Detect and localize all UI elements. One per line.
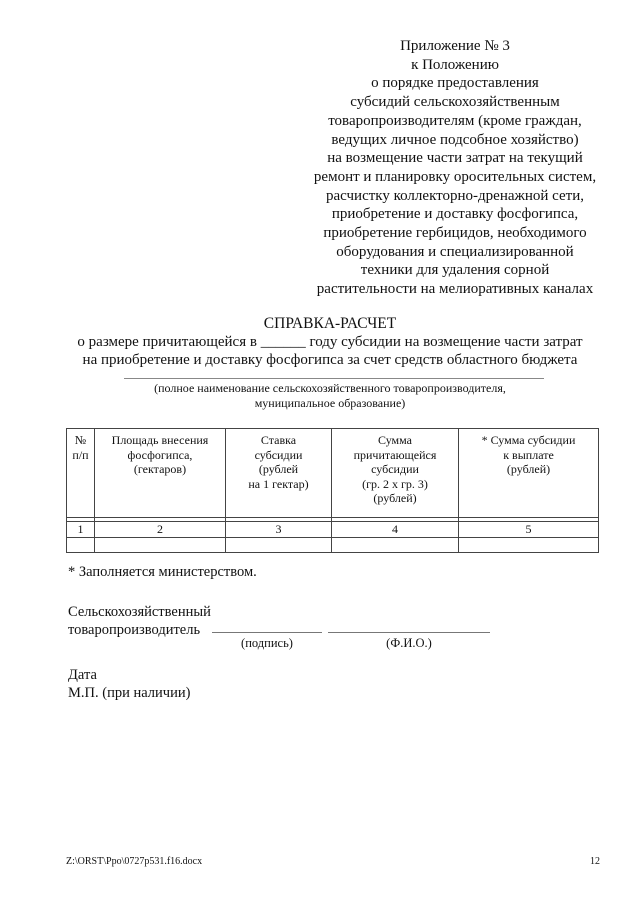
table-cell[interactable] xyxy=(459,538,599,553)
signature-label-line1: Сельскохозяйственный xyxy=(68,604,211,620)
header-text: (гектаров) xyxy=(133,462,187,476)
title-block xyxy=(40,314,620,369)
table-row xyxy=(67,538,599,553)
appendix-line: расчистку коллекторно-дренажной сети, xyxy=(325,187,585,204)
header-text: № xyxy=(74,433,87,447)
appendix-line: ведущих личное подсобное хозяйство) xyxy=(331,131,579,148)
appendix-line: Приложение № 3 xyxy=(400,38,510,54)
header-text: п/п xyxy=(72,447,89,462)
column-number-cell: 1 xyxy=(67,522,95,538)
header-text: причитающейся xyxy=(353,447,437,462)
table-header-row xyxy=(67,429,599,518)
header-cell-amount-due xyxy=(332,429,459,518)
header-text: Сумма xyxy=(378,433,412,447)
document-title: СПРАВКА-РАСЧЕТ xyxy=(263,315,397,332)
document-subtitle-line1: о размере причитающейся в ______ году субсидии на возмещение части затрат xyxy=(77,334,583,350)
footer-file-path: Z:\ORST\Ppo\0727p531.f16.docx xyxy=(66,856,203,867)
producer-caption-line1: (полное наименование сельскохозяйственного товаропроизводителя, xyxy=(154,381,506,395)
header-text: субсидии xyxy=(254,447,303,462)
footer-page-number: 12 xyxy=(590,856,600,867)
header-text: (гр. 2 х гр. 3) xyxy=(362,476,428,491)
header-text: к выплате xyxy=(503,447,554,462)
stamp-label: М.П. (при наличии) xyxy=(68,685,191,701)
header-cell-number xyxy=(67,429,95,518)
table-cell[interactable] xyxy=(226,538,332,553)
header-cell-amount-payable xyxy=(459,429,599,518)
header-text: субсидии xyxy=(371,462,419,476)
appendix-line: приобретение и доставку фосфогипса, xyxy=(331,206,579,223)
appendix-line: приобретение гербицидов, необходимого xyxy=(323,225,587,242)
producer-caption-line2: муниципальное образование) xyxy=(254,396,406,410)
appendix-line: к Положению xyxy=(411,56,499,73)
appendix-line: на возмещение части затрат на текущий xyxy=(327,150,583,167)
footnote: * Заполняется министерством. xyxy=(68,564,257,580)
appendix-line: оборудования и специализированной xyxy=(336,243,574,260)
signature-caption: (подпись) xyxy=(241,636,293,650)
header-text: (рублей xyxy=(258,462,299,476)
column-number-cell: 3 xyxy=(226,522,332,538)
column-number-cell: 2 xyxy=(95,522,226,538)
date-label: Дата xyxy=(68,667,97,683)
appendix-line: ремонт и планировку оросительных систем, xyxy=(313,168,597,185)
full-name-caption: (Ф.И.О.) xyxy=(386,636,432,650)
appendix-line: товаропроизводителям (кроме граждан, xyxy=(328,112,582,129)
producer-name-line xyxy=(124,378,544,379)
header-text: фосфогипса, xyxy=(127,447,193,462)
signature-block xyxy=(68,603,211,639)
appendix-line: о порядке предоставления xyxy=(371,75,539,92)
appendix-line: техники для удаления сорной xyxy=(360,262,550,279)
header-text: (рублей) xyxy=(506,462,551,476)
calculation-table xyxy=(66,428,599,553)
appendix-header xyxy=(300,37,610,299)
signature-label-line2: товаропроизводитель xyxy=(68,622,201,638)
appendix-line: растительности на мелиоративных каналах xyxy=(316,281,594,298)
table-cell[interactable] xyxy=(67,538,95,553)
appendix-line: субсидий сельскохозяйственным xyxy=(350,94,560,111)
header-text: Площадь внесения xyxy=(111,433,209,447)
header-text: (рублей) xyxy=(373,491,417,505)
date-block xyxy=(68,666,190,702)
document-subtitle-line2: на приобретение и доставку фосфогипса за счет средств областного бюджета xyxy=(82,352,578,368)
full-name-line[interactable] xyxy=(328,632,490,633)
header-cell-area xyxy=(95,429,226,518)
table-cell[interactable] xyxy=(332,538,459,553)
column-number-cell: 4 xyxy=(332,522,459,538)
table-cell[interactable] xyxy=(95,538,226,553)
header-text: на 1 гектар) xyxy=(248,476,309,491)
header-text: * Сумма субсидии xyxy=(481,433,576,447)
header-text: Ставка xyxy=(260,433,297,447)
column-number-cell: 5 xyxy=(459,522,599,538)
header-cell-rate xyxy=(226,429,332,518)
signature-line[interactable] xyxy=(212,632,322,633)
producer-name-caption xyxy=(80,381,580,411)
column-number-row xyxy=(67,522,599,538)
